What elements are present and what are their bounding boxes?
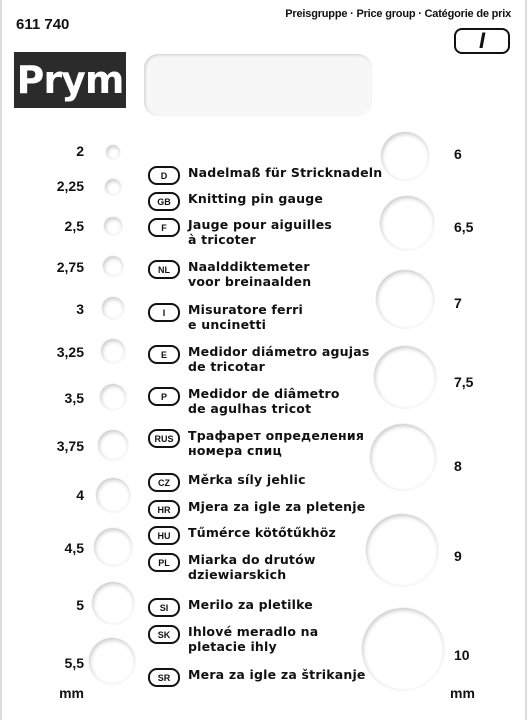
gauge-hole-10 bbox=[362, 608, 444, 690]
language-text bbox=[188, 525, 336, 540]
language-line: Medidor de diâmetro bbox=[188, 386, 340, 401]
size-label-10: 10 bbox=[454, 647, 470, 663]
gauge-hole-6-5 bbox=[380, 196, 434, 250]
language-badge: I bbox=[148, 303, 180, 322]
language-row-rus bbox=[148, 428, 364, 458]
size-label-7-5: 7,5 bbox=[454, 374, 474, 390]
language-text bbox=[188, 259, 311, 289]
language-badge: HU bbox=[148, 526, 180, 545]
unit-label-left: mm bbox=[59, 685, 84, 701]
price-group-label: Preisgruppe · Price group · Catégorie de prix bbox=[285, 8, 511, 20]
language-row-gb bbox=[148, 191, 323, 211]
language-text bbox=[188, 667, 366, 682]
language-line: à tricoter bbox=[188, 232, 256, 247]
size-label-6-5: 6,5 bbox=[454, 219, 474, 235]
language-line: Medidor diámetro agujas bbox=[188, 344, 370, 359]
language-line: Ihlové meradlo na bbox=[188, 624, 319, 639]
language-line: Misuratore ferri bbox=[188, 302, 303, 317]
language-row-d bbox=[148, 165, 382, 185]
size-label-3-75: 3,75 bbox=[56, 438, 84, 454]
language-row-p bbox=[148, 386, 340, 416]
size-label-5-5: 5,5 bbox=[64, 655, 84, 671]
size-label-6: 6 bbox=[454, 146, 462, 162]
language-row-nl bbox=[148, 259, 311, 289]
language-line: de agulhas tricot bbox=[188, 401, 312, 416]
language-badge: D bbox=[148, 166, 180, 185]
language-line: Merilo za pletilke bbox=[188, 597, 313, 612]
size-label-3-5: 3,5 bbox=[64, 390, 84, 406]
language-badge: SI bbox=[148, 598, 180, 617]
size-label-8: 8 bbox=[454, 458, 462, 474]
gauge-hole-7-5 bbox=[374, 346, 436, 408]
language-row-pl bbox=[148, 552, 316, 582]
language-row-i bbox=[148, 302, 303, 332]
language-badge: NL bbox=[148, 260, 180, 279]
gauge-hole-5 bbox=[92, 582, 134, 624]
size-label-7: 7 bbox=[454, 295, 462, 311]
brand-logo: Prym bbox=[14, 52, 126, 108]
language-line: Трафарет определения bbox=[188, 428, 365, 443]
knitting-gauge-card bbox=[2, 0, 525, 720]
language-line: Mera za igle za štrikanje bbox=[188, 667, 366, 682]
language-line: dziewiarskich bbox=[188, 567, 287, 582]
language-row-sk bbox=[148, 624, 318, 654]
gauge-hole-5-5 bbox=[89, 638, 135, 684]
language-badge: P bbox=[148, 387, 180, 406]
gauge-hole-6 bbox=[381, 132, 429, 180]
gauge-hole-9 bbox=[366, 514, 438, 586]
language-badge: CZ bbox=[148, 473, 180, 492]
size-label-4: 4 bbox=[76, 487, 84, 503]
language-badge: SK bbox=[148, 625, 180, 644]
language-text bbox=[188, 597, 313, 612]
language-line: e uncinetti bbox=[188, 317, 267, 332]
language-badge: F bbox=[148, 218, 180, 237]
language-line: de tricotar bbox=[188, 359, 265, 374]
language-text bbox=[188, 552, 316, 582]
language-row-sr bbox=[148, 667, 366, 687]
language-row-e bbox=[148, 344, 370, 374]
language-text bbox=[188, 344, 370, 374]
language-row-f bbox=[148, 217, 332, 247]
language-line: Mjera za igle za pletenje bbox=[188, 499, 366, 514]
hanging-slot bbox=[144, 54, 372, 116]
size-label-3-25: 3,25 bbox=[56, 344, 84, 360]
language-row-hr bbox=[148, 499, 365, 519]
language-line: Nadelmaß für Stricknadeln bbox=[188, 165, 383, 180]
article-number: 611 740 bbox=[16, 16, 70, 33]
size-label-2-75: 2,75 bbox=[56, 259, 84, 275]
language-text bbox=[188, 302, 303, 332]
language-line: Knitting pin gauge bbox=[188, 191, 324, 206]
language-text bbox=[188, 428, 364, 458]
language-text bbox=[188, 472, 306, 487]
size-label-2-25: 2,25 bbox=[56, 178, 84, 194]
language-badge: PL bbox=[148, 553, 180, 572]
size-label-2: 2 bbox=[76, 143, 84, 159]
language-row-cz bbox=[148, 472, 306, 492]
language-text bbox=[188, 624, 318, 654]
gauge-hole-4 bbox=[96, 478, 130, 512]
language-badge: E bbox=[148, 345, 180, 364]
gauge-hole-3-5 bbox=[100, 384, 126, 410]
price-group-badge: I bbox=[454, 28, 510, 54]
language-row-si bbox=[148, 597, 313, 617]
language-line: номера спиц bbox=[188, 443, 282, 458]
gauge-hole-2 bbox=[106, 145, 120, 159]
language-badge: HR bbox=[148, 500, 180, 519]
language-line: Měrka síly jehlic bbox=[188, 472, 306, 487]
gauge-hole-3-25 bbox=[101, 339, 125, 363]
gauge-hole-7 bbox=[376, 270, 434, 328]
language-text bbox=[188, 386, 340, 416]
language-badge: RUS bbox=[148, 429, 180, 448]
language-line: Jauge pour aiguilles bbox=[188, 217, 333, 232]
size-label-2-5: 2,5 bbox=[64, 218, 84, 234]
size-label-4-5: 4,5 bbox=[64, 540, 84, 556]
language-badge: SR bbox=[148, 668, 180, 687]
language-row-hu bbox=[148, 525, 336, 545]
language-text bbox=[188, 165, 382, 180]
gauge-hole-2-5 bbox=[104, 217, 122, 235]
gauge-hole-3-75 bbox=[98, 430, 128, 460]
gauge-hole-2-75 bbox=[103, 256, 123, 276]
size-label-9: 9 bbox=[454, 548, 462, 564]
size-label-5: 5 bbox=[76, 597, 84, 613]
language-line: pletacie ihly bbox=[188, 639, 277, 654]
language-line: Miarka do drutów bbox=[188, 552, 316, 567]
language-line: Tűmérce kötőtűkhöz bbox=[188, 525, 337, 540]
gauge-hole-4-5 bbox=[94, 528, 132, 566]
language-text bbox=[188, 217, 332, 247]
gauge-hole-8 bbox=[370, 424, 436, 490]
language-line: voor breinaalden bbox=[188, 274, 312, 289]
language-text bbox=[188, 191, 323, 206]
size-label-3: 3 bbox=[76, 301, 84, 317]
unit-label-right: mm bbox=[450, 685, 475, 701]
gauge-hole-3 bbox=[102, 297, 124, 319]
language-badge: GB bbox=[148, 192, 180, 211]
gauge-hole-2-25 bbox=[105, 179, 121, 195]
language-text bbox=[188, 499, 365, 514]
language-line: Naalddiktemeter bbox=[188, 259, 310, 274]
